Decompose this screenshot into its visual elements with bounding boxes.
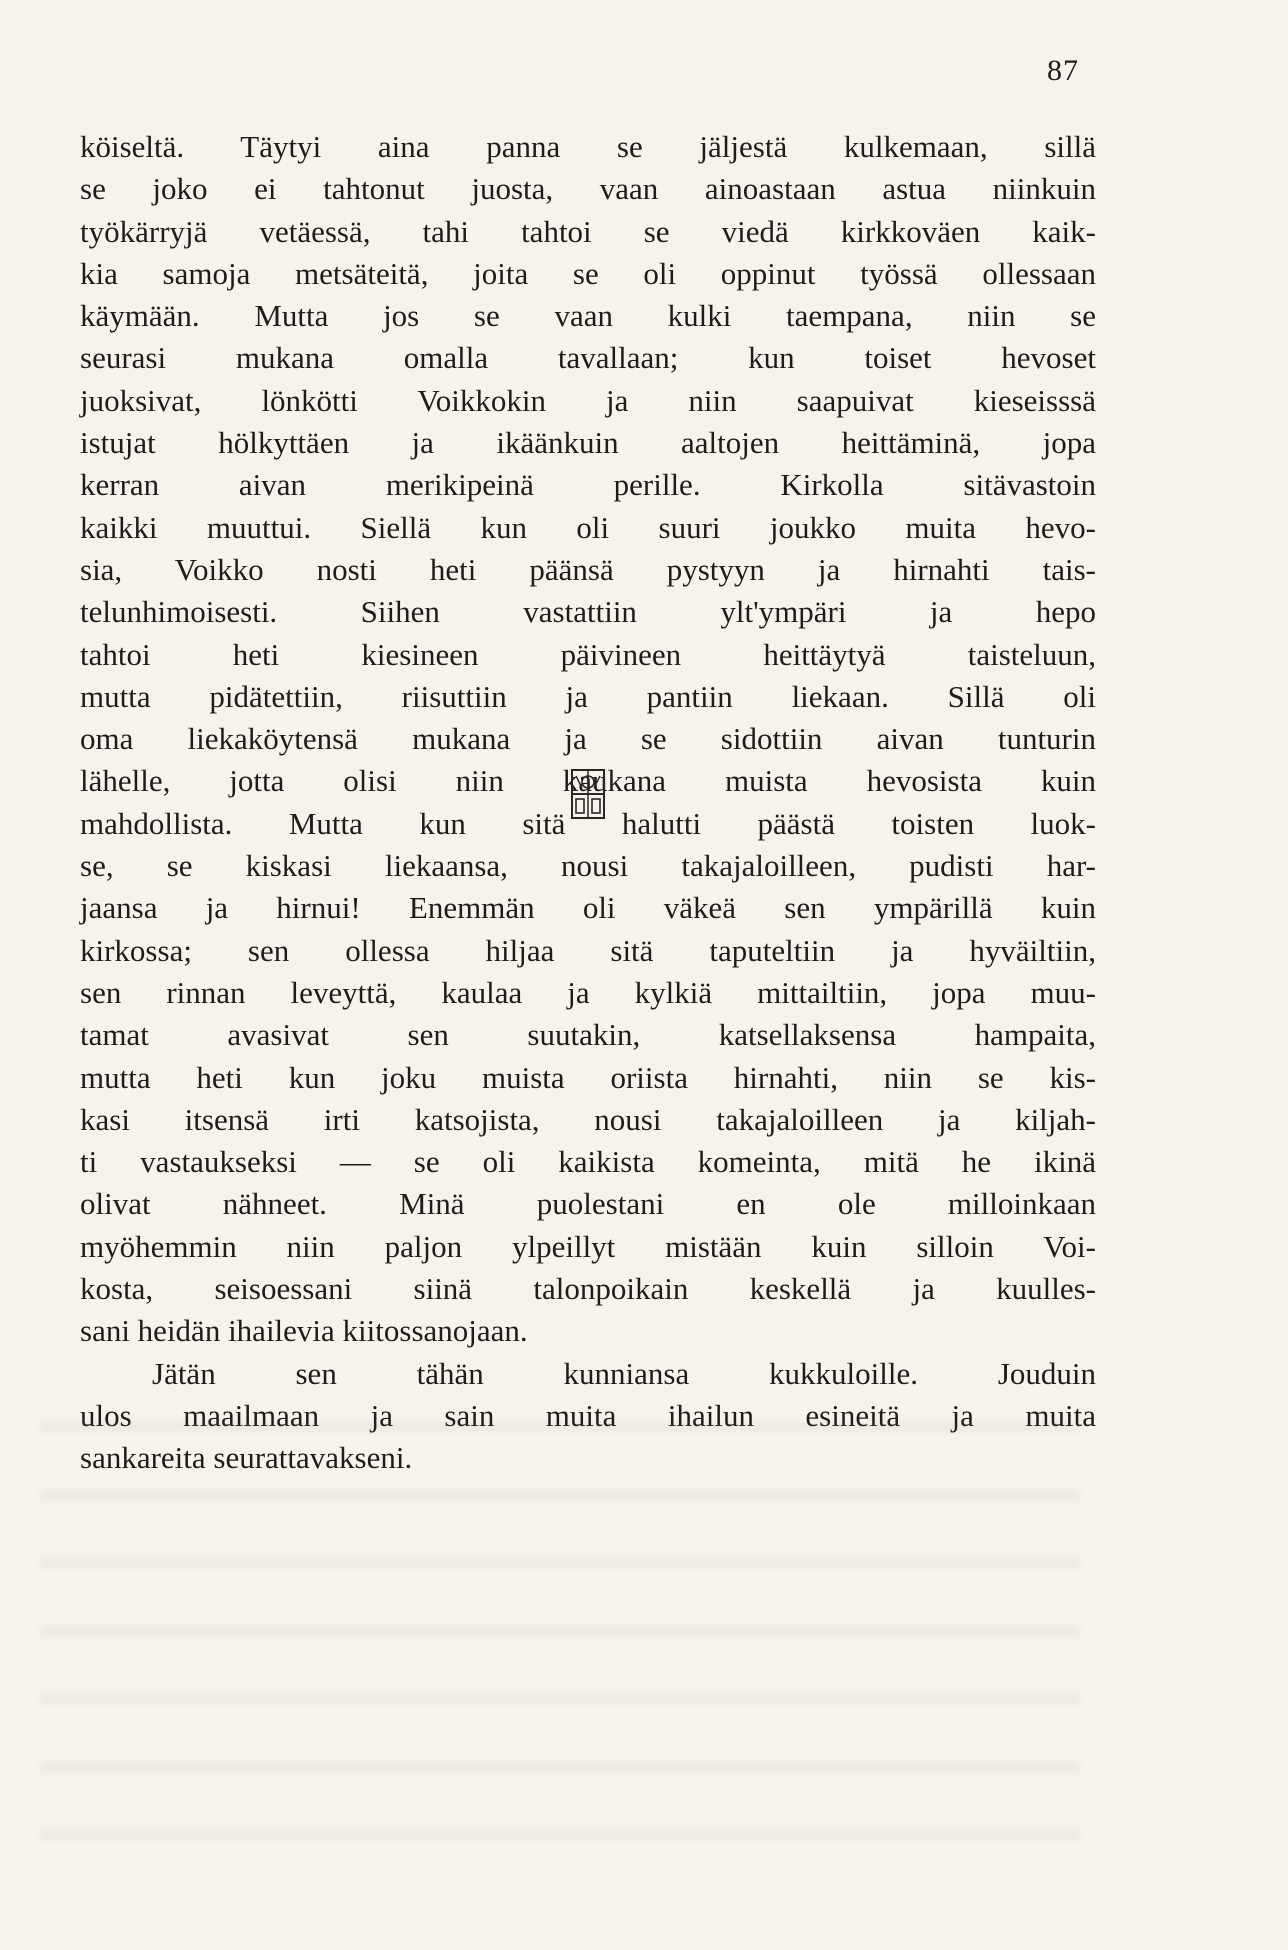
text-line: käymään. Mutta jos se vaan kulki taempana, niin se [80, 298, 1096, 334]
text-line: olivat nähneet. Minä puolestani en ole milloinkaan [80, 1186, 1096, 1222]
text-line: köiseltä. Täytyi aina panna se jäljestä kulkemaan, sillä [80, 129, 1096, 164]
text-line: kirkossa; sen ollessa hiljaa sitä taputeltiin ja hyväiltiin, [80, 932, 1096, 968]
text-line: se joko ei tahtonut juosta, vaan ainoastaan astua niinkuin [80, 171, 1096, 207]
text-line: kia samoja metsäteitä, joita se oli oppinut työssä ollessaan [80, 255, 1096, 291]
text-line: kerran aivan merikipeinä perille. Kirkolla sitävastoin [80, 467, 1096, 503]
text-line: myöhemmin niin paljon ylpeillyt mistään kuin silloin Voi- [80, 1228, 1096, 1264]
page-number: 87 [1047, 54, 1079, 87]
text-line: kosta, seisoessani siinä talonpoikain keskellä ja kuulles- [80, 1271, 1096, 1307]
text-line: ulos maailmaan ja sain muita ihailun esineitä ja muita [80, 1397, 1096, 1433]
text-line: kasi itsensä irti katsojista, nousi takajaloilleen ja kiljah- [80, 1101, 1096, 1137]
text-line: jaansa ja hirnui! Enemmän oli väkeä sen ympärillä kuin [80, 890, 1096, 926]
text-line: ti vastaukseksi — se oli kaikista komeinta, mitä he ikinä [80, 1144, 1096, 1180]
text-line: sen rinnan leveyttä, kaulaa ja kylkiä mittailtiin, jopa muu- [80, 974, 1096, 1010]
text-line: lähelle, jotta olisi niin kaukana muista hevosista kuin [80, 763, 1096, 799]
text-line: kaikki muuttui. Siellä kun oli suuri joukko muita hevo- [80, 509, 1096, 545]
text-line: telunhimoisesti. Siihen vastattiin ylt'ympäri ja hepo [80, 594, 1096, 630]
text-line: se, se kiskasi liekaansa, nousi takajaloilleen, pudisti har- [80, 848, 1096, 884]
printer-ornament-icon [570, 768, 606, 820]
text-line: mutta pidätettiin, riisuttiin ja pantiin liekaan. Sillä oli [80, 678, 1096, 714]
text-line: seurasi mukana omalla tavallaan; kun toiset hevoset [80, 340, 1096, 376]
text-line: Jätän sen tähän kunniansa kukkuloille. Jouduin [152, 1355, 1096, 1391]
text-line: oma liekaköytensä mukana ja se sidottiin aivan tunturin [80, 721, 1096, 757]
text-line: tamat avasivat sen suutakin, katsellaksensa hampaita, [80, 1017, 1096, 1053]
text-line: istujat hölkyttäen ja ikäänkuin aaltojen heittäminä, jopa [80, 425, 1096, 461]
text-line: sankareita seurattavakseni. [80, 1440, 413, 1476]
text-line: juoksivat, lönkötti Voikkokin ja niin saapuivat kieseisssä [80, 382, 1096, 418]
text-line: sia, Voikko nosti heti päänsä pystyyn ja hirnahti tais- [80, 551, 1096, 587]
text-line: työkärryjä vetäessä, tahi tahtoi se viedä kirkkoväen kaik- [80, 213, 1096, 249]
text-line: mutta heti kun joku muista oriista hirnahti, niin se kis- [80, 1059, 1096, 1095]
text-line: tahtoi heti kiesineen päivineen heittäytyä taisteluun, [80, 636, 1096, 672]
text-line: mahdollista. Mutta kun sitä halutti päästä toisten luok- [80, 805, 1096, 841]
text-line: sani heidän ihailevia kiitossanojaan. [80, 1313, 528, 1349]
